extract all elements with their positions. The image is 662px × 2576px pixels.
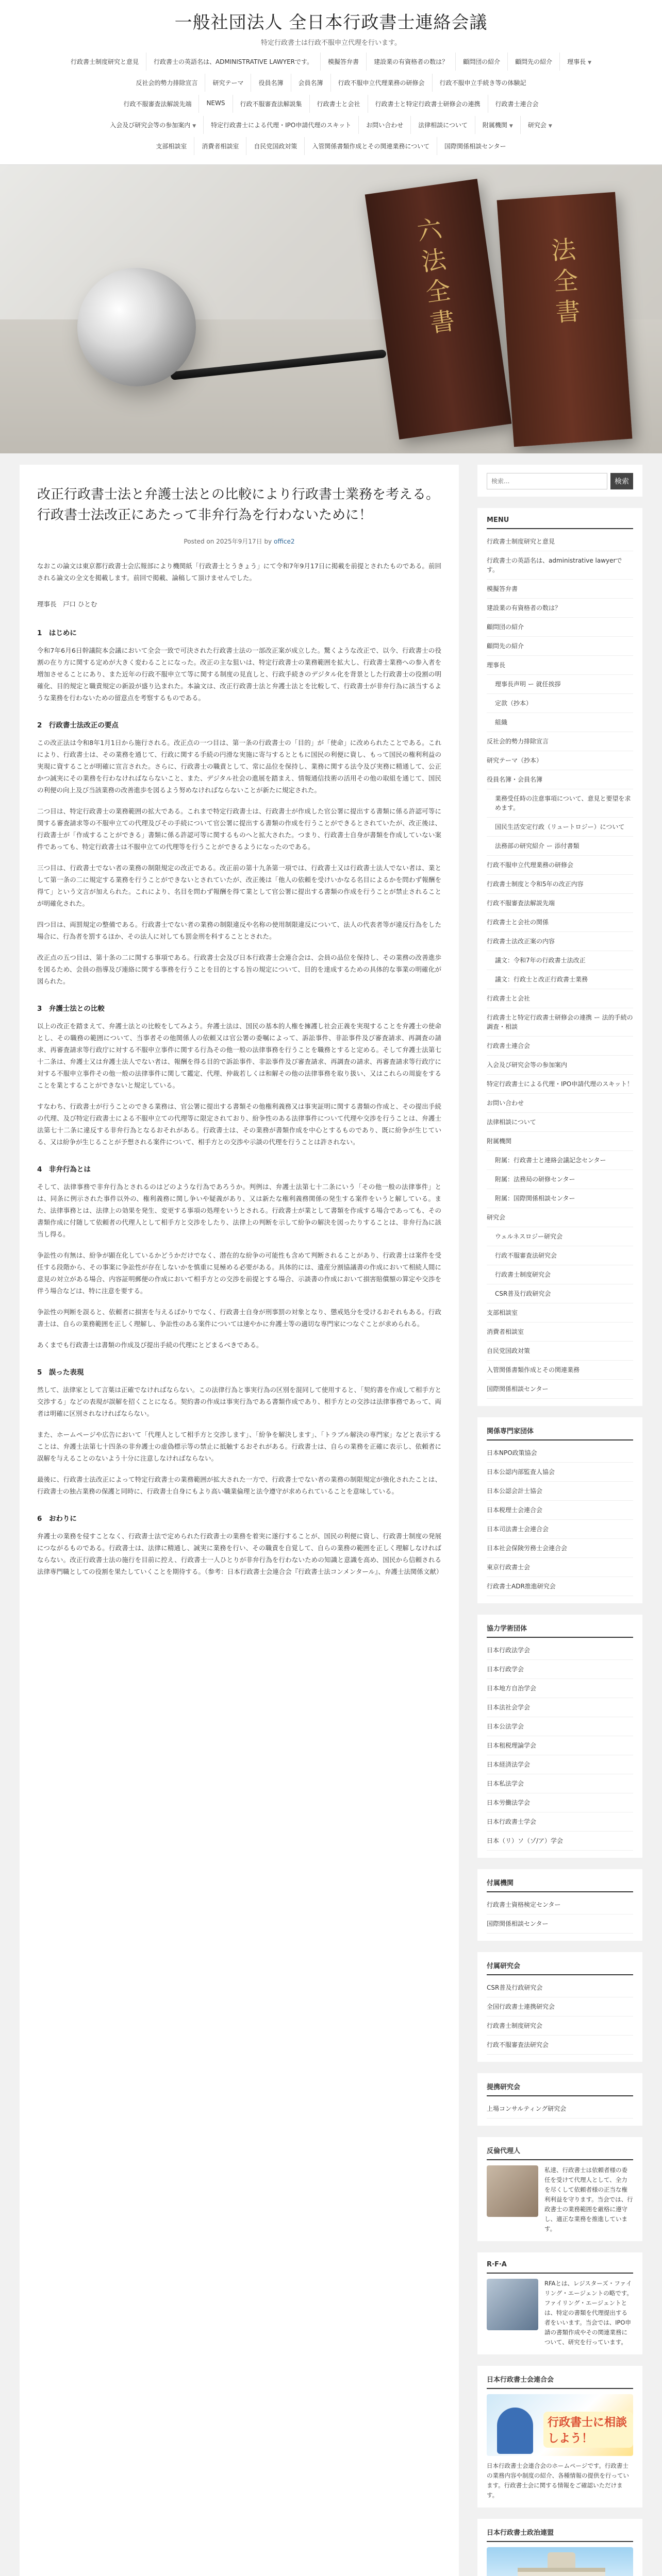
post-intro: なおこの論文は東京都行政書士会広報部により機関紙「行政書士とうきょう」にて令和7年9月17日に掲載を前提とされたものである。前回される論文の全文を掲載します。前回で掲載、論稿して頂けませんでした。	[37, 562, 441, 582]
list-item[interactable]: 日本労働法学会	[487, 1793, 633, 1812]
section-heading: 6 おわりに	[37, 1515, 77, 1523]
nav-item-label: 入管関係書類作成とその関連業務について	[312, 143, 430, 150]
nav-item-label: 行政書士制度研究と意見	[70, 58, 139, 65]
nav-item[interactable]	[437, 137, 514, 155]
post-author-line: 理事長 戸口 ひとむ	[37, 600, 97, 608]
nav-item-label: 行政不服申立手続き等の体験記	[439, 79, 526, 87]
menu-item[interactable]: CSR普及行政研究会	[487, 1284, 633, 1303]
menu-item[interactable]: 行政書士連合会	[487, 1037, 633, 1056]
nav-item[interactable]	[359, 116, 411, 134]
menu-item[interactable]: 法務部の研究紹介 ー 添付書類	[487, 837, 633, 856]
hero-book-right	[497, 192, 633, 447]
menu-item[interactable]: 行政書士の英語名は、administrative lawyerです。	[487, 551, 633, 580]
rep-widget	[477, 2137, 642, 2241]
section-paragraph: そして、法律事務で非弁行為とされるのはどのような行為であろうか。判例は、弁護士法第七十二条にいう「その他一般の法律事件」とは、同条に例示された事件以外の、権利義務に関し争いや疑義があり、又は新たな権利義務関係の発生する案件をいうと解している。また、法律事務とは、法律上の効果を発生、変更する事項の処理をいうとされる。行政書士が業として書類を作成する場合であっても、その書類作成に付随して依頼者の代理人として相手方と交渉をしたり、法律上の判断を示して紛争の解決を図ったりすることは、非弁行為に該当し得る。	[37, 1183, 441, 1238]
nav-item[interactable]	[433, 74, 534, 92]
menu-item[interactable]: お問い合わせ	[487, 1094, 633, 1113]
site-header	[0, 0, 662, 47]
menu-item[interactable]: 行政書士と会社	[487, 989, 633, 1008]
section-heading: 3 弁護士法との比較	[37, 1005, 105, 1013]
menu-item[interactable]: 組織	[487, 713, 633, 732]
section-paragraph: 争訟性の有無は、紛争が顕在化しているかどうかだけでなく、潜在的な紛争の可能性も含めて判断されることがあり、行政書士は案件を受任する段階から、その事案に争訟性が存在しないかを慎重に見極める必要がある。具体的には、遺産分割協議書の作成において相続人間に意見の対立がある場合、内容証明郵便の作成において相手方との交渉を前提とする場合、示談書の作成において損害賠償額の算定や交渉を伴う場合などは、特に注意を要する。	[37, 1251, 441, 1295]
nav-item[interactable]	[321, 53, 367, 71]
list-item[interactable]: 上場コンサルティング研究会	[487, 2099, 633, 2119]
menu-item[interactable]: ウェルネスロジー研究会	[487, 1227, 633, 1246]
list-item[interactable]: 日本税理士会連合会	[487, 1501, 633, 1520]
menu-item[interactable]: 行政書士と特定行政書士研修会の連携 ー 法的手続の調査・相談	[487, 1008, 633, 1037]
menu-item[interactable]: 支部相談室	[487, 1303, 633, 1323]
nav-item-label: 附属機関	[482, 122, 507, 129]
section-paragraph: この改正法は令和8年1月1日から施行される。改正点の一つ目は、第一条の行政書士の「目的」が「使命」に改められたことである。これにより、行政書士は、その業務を通じて、行政に関する手続の円滑な実施に寄与するとともに国民の利便に資し、もって国民の権利利益の実現に資することが明確に宣言された。さらに、行政書士の職責として、常に品位を保持し、業務に関する法令及び実務に精通して、公正かつ誠実にその業務を行わなければならないこと、また、デジタル社会の進展を踏まえ、情報通信技術の活用その他の取組を通じて、国民の利便の向上及び当該業務の改善進歩を図るよう努めなければならないことが新たに規定された。	[37, 739, 441, 794]
main-nav	[0, 41, 662, 165]
banner-building	[518, 2568, 605, 2576]
menu-item[interactable]: 業務受任時の注意事項について、意見と要望を求めます。	[487, 789, 633, 818]
menu-item[interactable]: 附属：行政書士と連絡会議記念センター	[487, 1151, 633, 1170]
nav-item-label: 入会及び研究会等の参加案内	[110, 122, 191, 129]
section-paragraph: すなわち、行政書士が行うことのできる業務は、官公署に提出する書類その他権利義務又は事実証明に関する書類の作成と、その提出手続の代理、及び特定行政書士による不服申立ての代理等に限定されており、紛争性のある法律事件について代理や交渉を行うことは、弁護士法第七十二条に違反する非弁行為となるおそれがある。行政書士は、その業務が書類作成を中心とするものであり、既に紛争が生じている、又は紛争が生じることが予想される案件について、相手方との交渉や示談の代理を行うことは許されない。	[37, 1103, 441, 1146]
cooperating-list	[487, 1641, 633, 1851]
nav-item[interactable]	[148, 137, 194, 155]
list-item[interactable]: 日本行政書士学会	[487, 1812, 633, 1832]
menu-item[interactable]: 附属機関	[487, 1132, 633, 1151]
nav-item-label: 特定行政書士による代理・IPO申請代理のスキット	[211, 122, 352, 129]
nav-item[interactable]	[199, 95, 233, 113]
nav-item-label: 研究テーマ	[212, 79, 244, 87]
nav-item[interactable]	[116, 95, 199, 113]
menu-item[interactable]: 行政不服審査法解説先端	[487, 894, 633, 913]
related-widget	[477, 1417, 642, 1603]
menu-item[interactable]: 模擬答弁書	[487, 580, 633, 599]
menu-item[interactable]: 行政不服申立代理業務の研修会	[487, 856, 633, 875]
search-input[interactable]	[487, 473, 607, 489]
search-box	[487, 473, 633, 489]
nav-item-label: 行政不服審査法解説集	[240, 100, 302, 108]
nav-item-label: 顧問団の紹介	[463, 58, 501, 65]
nav-item-label: 模擬答弁書	[328, 58, 359, 65]
banner2-widget	[477, 2519, 642, 2576]
list-item[interactable]: 全国行政書士連携研究会	[487, 1997, 633, 2016]
menu-item[interactable]: 入管関係書類作成とその関連業務	[487, 1361, 633, 1380]
list-item[interactable]: CSR普及行政研究会	[487, 1978, 633, 1997]
section-paragraph: また、ホームページや広告において「代理人として相手方と交渉します」、「紛争を解決します」、「トラブル解決の専門家」などと表示することは、弁護士法第七十四条の非弁護士の虚偽標示等の禁止に抵触するおそれがある。行政書士は、自らの業務を正確に表示し、依頼者に誤解を与えることのないよう十分に注意しなければならない。	[37, 1431, 441, 1462]
liaison-widget	[477, 2073, 642, 2126]
menu-item[interactable]: 自民党国政対策	[487, 1342, 633, 1361]
nav-item-label: 建設業の有資格者の数は？	[374, 58, 449, 65]
nav-item-label: 行政書士と会社	[317, 100, 360, 108]
list-item[interactable]: 行政書士資格検定センター	[487, 1895, 633, 1914]
section-paragraph: 以上の改正を踏まえて、弁護士法との比較をしてみよう。弁護士法は、国民の基本的人権を擁護し社会正義を実現することを弁護士の使命とし、その職務の範囲について、当事者その他関係人の依頼又は官公署の委嘱によって、訴訟事件、非訟事件及び審査請求、再調査の請求、再審査請求等行政庁に対する不服申立事件に関する行為その他一般の法律事務を行うことを職務とすると定める。そして弁護士法第七十二条は、弁護士又は弁護士法人でない者は、報酬を得る目的で訴訟事件、非訟事件及び審査請求、再調査の請求、再審査請求等行政庁に対する不服申立事件その他一般の法律事件に関して鑑定、代理、仲裁若しくは和解その他の法律事務を取り扱い、又はこれらの周旋をすることを業とすることができないと規定している。	[37, 1022, 441, 1089]
related-list	[487, 1444, 633, 1596]
banner-figure	[497, 2408, 533, 2454]
post-meta-prefix: Posted on	[184, 538, 214, 545]
list-item[interactable]: 日本公法学会	[487, 1717, 633, 1736]
nav-item[interactable]	[251, 74, 291, 92]
nav-item-label: 自民党国政対策	[254, 143, 297, 150]
section-heading: 4 非弁行為とは	[37, 1165, 91, 1174]
menu-item[interactable]: 法律相談について	[487, 1113, 633, 1132]
rep-photo	[487, 2165, 538, 2217]
rfa-photo	[487, 2279, 538, 2330]
nav-item[interactable]	[194, 137, 246, 155]
chevron-down-icon: ▼	[548, 124, 552, 129]
site-description: 特定行政書士は行政不服申立代理を行います。	[261, 39, 401, 47]
section-paragraph: 改正点の五つ目は、第十条の二に関する事項である。行政書士会及び日本行政書士会連合会は、会員の品位を保持し、その業務の改善進歩を図るため、会員の指導及び連絡に関する事務を行うことを目的とする旨の規定について、目的を達成するための具体的な事業の明確化が図られた。	[37, 954, 441, 985]
chevron-down-icon: ▼	[192, 124, 196, 129]
nav-item-label: 反社会的勢力排除宣言	[136, 79, 198, 87]
nav-item[interactable]	[205, 74, 251, 92]
gyoseishoshi-banner[interactable]	[487, 2394, 633, 2456]
list-item[interactable]: 日本公認内部監査人協会	[487, 1463, 633, 1482]
section-heading: 1 はじめに	[37, 629, 77, 637]
nav-item[interactable]	[367, 53, 456, 71]
section-paragraph: あくまでも行政書士は書類の作成及び提出手続の代理にとどまるべきである。	[37, 1341, 263, 1349]
nav-item[interactable]	[305, 137, 437, 155]
section-paragraph: 三つ目は、行政書士でない者の業務の制限規定の改正である。改正前の第十九条第一項では、行政書士又は行政書士法人でない者は、業として第一条の二に規定する業務を行うことができないとされていたが、改正後は「他人の依頼を受けいかなる名目によるかを問わず報酬を得て」という文言が加えられた。これにより、名目を問わず報酬を得て業として官公署に提出する書類の作成を行うことが禁止されることが明確化された。	[37, 864, 441, 907]
nav-item-label: 消費者相談室	[202, 143, 239, 150]
nav-item-label: 行政書士と特定行政書士研修会の連携	[375, 100, 481, 108]
banner1-widget	[477, 2366, 642, 2507]
banner1-widget-title: 日本行政書士会連合会	[487, 2374, 633, 2389]
list-item[interactable]: 行政書士ADR推進研究会	[487, 1577, 633, 1596]
nav-item[interactable]	[411, 116, 475, 134]
cooperating-widget	[477, 1615, 642, 1858]
section-paragraph: 令和7年6月6日幹議院本会議において全会一致で可決された行政書士法の一部改正案が成立した。驚くような改正で、以今、行政書士の役割の在り方に関する定めが大きく変わることになった。改正の主な狙いは、特定行政書士の業務範囲を拡大し、行政書士業務への参入者を増加させることにあり、また近年の行政不服申立て等に関する制度の見直しと、行政手続きのデジタル化を背景とした行政書士の役割の明確化、目的規定と職責規定の新設が盛り込まれた。本論文は、改正行政書士法と弁護士法とを比較して、行政書士が非弁行為に該当するような業務を行わないための留意点を考察するものである。	[37, 647, 441, 702]
nav-item-label: 顧問先の紹介	[515, 58, 553, 65]
nav-item[interactable]	[291, 74, 331, 92]
menu-item[interactable]: 行政書士制度研究会	[487, 1265, 633, 1284]
list-item[interactable]: 日本社会保険労務士会連合会	[487, 1539, 633, 1558]
post-title: 改正行政書士法と弁護士法との比較により行政書士業務を考える。 行政書士法改正にあたって非弁行為を行わないために！	[37, 487, 440, 523]
menu-item[interactable]: 行政書士制度と令和5年の改正内容	[487, 875, 633, 894]
menu-item[interactable]: 反社会的勢力排除宣言	[487, 732, 633, 751]
rfa-widget	[477, 2252, 642, 2354]
nav-item-label: NEWS	[206, 99, 225, 107]
section-heading: 2 行政書士法改正の要点	[37, 721, 119, 730]
nav-item[interactable]	[146, 53, 321, 71]
section-paragraph: 四つ目は、両罰規定の整備である。行政書士でない者の業務の制限違反や名称の使用制限違反について、法人の代表者等が違反行為をした場合に、行為者を罰するほか、その法人に対しても罰金刑を科することとされた。	[37, 921, 441, 940]
post-meta	[37, 537, 441, 546]
nav-item-label: 支部相談室	[156, 143, 187, 150]
diet-building-banner[interactable]	[487, 2547, 633, 2576]
list-item[interactable]: 国際関係相談センター	[487, 1914, 633, 1934]
section-paragraph: 最後に、行政書士法改正によって特定行政書士の業務範囲が拡大された一方で、行政書士でない者の業務の制限規定が強化されたことは、行政書士の独占業務の保護と同時に、行政書士自身にもより高い職業倫理と法令遵守が求められていることを意味している。	[37, 1476, 441, 1495]
rep-widget-title: 反倫代理人	[487, 2145, 633, 2160]
menu-widget	[477, 508, 642, 1406]
search-button[interactable]: 検索	[610, 473, 633, 489]
sidebar	[477, 465, 642, 2576]
nav-item[interactable]	[560, 53, 599, 71]
nav-item-label: 行政不服審査法解説先端	[123, 100, 192, 108]
menu-item[interactable]: 顧問先の紹介	[487, 637, 633, 656]
section-paragraph: 二つ目は、特定行政書士の業務範囲の拡大である。これまで特定行政書士は、行政書士が作成した官公署に提出する書類に係る許認可等に関する審査請求等の不服申立ての代理及びその手続について官公署に提出する書類の作成を行うことができるとされていたが、改正後は、行政書士が「作成することができる」書類に係る許認可等に関するものへと拡大された。つまり、行政書士自身が書類を作成していない案件であっても、特定行政書士は不服申立ての代理等を行うことができるようになったのである。	[37, 807, 441, 851]
nav-item-label: 研究会	[527, 122, 547, 129]
post-meta-by: by	[264, 538, 272, 545]
menu-widget-title: MENU	[487, 516, 633, 529]
chevron-down-icon: ▼	[588, 60, 592, 65]
section-heading: 5 誤った表現	[37, 1368, 84, 1377]
menu-item[interactable]: 国際関係相談センター	[487, 1380, 633, 1399]
menu-item[interactable]: 建設業の有資格者の数は？	[487, 599, 633, 618]
nav-row	[21, 95, 641, 113]
nav-item[interactable]	[331, 74, 433, 92]
menu-item[interactable]: 行政書士制度研究と意見	[487, 532, 633, 551]
post-sections	[37, 627, 441, 1578]
list-item[interactable]: 行政書士制度研究会	[487, 2016, 633, 2036]
liaison-widget-title: 提携研究会	[487, 2081, 633, 2096]
nav-item[interactable]	[475, 116, 521, 134]
book-label: 法全書	[545, 236, 582, 331]
section-paragraph: 弁護士の業務を侵すことなく、行政書士法で定められた行政書士の業務を着実に遂行することが、国民の利便に資し、行政書士制度の発展につながるものである。行政書士は、法律に精通し、誠実に業務を行い、その職責を自覚して、自らの業務の範囲を正しく理解しなければならない。改正行政書士法の施行を目前に控え、行政書士一人ひとりが非弁行為を行わないための知識と意識を高め、国民から信頼される法律専門職としての役割を果たしていくことを期待する。（参考：日本行政書士会連合会『行政書士法コンメンタール』、弁護士法関係文献）	[37, 1532, 443, 1575]
book-label: 六法全書	[411, 215, 457, 342]
menu-list	[487, 532, 633, 1399]
nav-item[interactable]	[246, 137, 305, 155]
nav-item[interactable]	[521, 116, 559, 134]
menu-item[interactable]: 研究テーマ（抄本）	[487, 751, 633, 770]
nav-row	[21, 137, 641, 155]
menu-item[interactable]: 顧問団の紹介	[487, 618, 633, 637]
nav-item-label: 行政書士の英語名は、ADMINISTRATIVE LAWYERです。	[153, 58, 313, 65]
research-group-widget-title: 付属研究会	[487, 1960, 633, 1975]
menu-item[interactable]: 附属：国際関係相談センター	[487, 1189, 633, 1208]
list-item[interactable]: 日本行政法学会	[487, 1641, 633, 1660]
menu-item[interactable]: 定款（抄本）	[487, 694, 633, 713]
content-layout	[0, 453, 662, 2576]
banner2-widget-title: 日本行政書士政治連盟	[487, 2527, 633, 2542]
nav-item-label: 行政不服申立代理業務の研修会	[338, 79, 425, 87]
search-widget	[477, 465, 642, 497]
nav-item[interactable]	[488, 95, 546, 113]
list-item[interactable]: 東京行政書士会	[487, 1558, 633, 1577]
menu-item[interactable]: 国民生活安定行政（リュートロジー）について	[487, 818, 633, 837]
list-item[interactable]: 日本公認会計士協会	[487, 1482, 633, 1501]
menu-item[interactable]: 入会及び研究会等の参加案内	[487, 1056, 633, 1075]
nav-item-label: 法律相談について	[418, 122, 468, 129]
section-paragraph: 然して、法律家として言葉は正確でなければならない。この法律行為と事実行為の区別を混同して使用すると、「契約書を作成して相手方と交渉する」などの表現が誤解を招くことになる。契約書の作成は事実行為である書類作成であり、相手方との交渉は法律事務であって、両者は明確に区別されなければならない。	[37, 1386, 441, 1417]
banner-text: 行政書士に相談しよう！	[543, 2412, 633, 2448]
section-paragraph: 争訟性の判断を誤ると、依頼者に損害を与えるばかりでなく、行政書士自身が刑事罰の対象となり、懲戒処分を受けるおそれもある。行政書士は、自らの業務範囲を正しく理解し、争訟性のある案件については速やかに弁護士等の適切な専門家につなぐことが求められる。	[37, 1308, 441, 1328]
nav-item[interactable]	[310, 95, 368, 113]
rep-text: 私達、行政書士は依頼者様の委任を受けて代理人として、全力を尽くして依頼者様の正当な権利利益を守ります。当会では、行政書士の業務範囲を厳格に遵守し、適正な業務を推進しています。	[544, 2166, 633, 2232]
nav-item-label: 会員名簿	[298, 79, 323, 87]
nav-item-label: 理事長	[567, 58, 586, 65]
research-group-widget	[477, 1952, 642, 2062]
post-date[interactable]: 2025年9月17日	[216, 538, 262, 545]
menu-item[interactable]: 役員名簿・会員名簿	[487, 770, 633, 789]
menu-item[interactable]: 議文：令和7年の行政書士法改正	[487, 951, 633, 970]
banner1-caption: 日本行政書士会連合会のホームページです。行政書士の業務内容や制度の紹介、各種情報の提供を行っています。行政書士会に関する情報をご確認いただけます。	[487, 2462, 629, 2499]
nav-item[interactable]	[508, 53, 560, 71]
main-article	[20, 465, 459, 2576]
list-item[interactable]: 日本司法書士会連合会	[487, 1520, 633, 1539]
list-item[interactable]: 日本経済法学会	[487, 1755, 633, 1774]
affiliated-widget	[477, 1869, 642, 1941]
post-author[interactable]: office2	[273, 538, 295, 545]
list-item[interactable]: 日本行政学会	[487, 1660, 633, 1679]
related-widget-title: 関係専門家団体	[487, 1426, 633, 1440]
rfa-profile	[487, 2279, 633, 2347]
nav-item-label: 役員名簿	[258, 79, 284, 87]
list-item[interactable]: 日本租税理論学会	[487, 1736, 633, 1755]
list-item[interactable]: 日本法社会学会	[487, 1698, 633, 1717]
list-item[interactable]: 日本（リ）ソ（ゾ/ア）学会	[487, 1832, 633, 1851]
nav-item-label: 行政書士連合会	[495, 100, 539, 108]
list-item[interactable]: 行政不服審査法研究会	[487, 2036, 633, 2055]
nav-item[interactable]	[63, 53, 146, 71]
nav-item[interactable]	[128, 74, 205, 92]
list-item[interactable]: 日本地方自治学会	[487, 1679, 633, 1698]
affiliated-list	[487, 1895, 633, 1934]
research-group-list	[487, 1978, 633, 2055]
site-title[interactable]: 一般社団法人 全日本行政書士連絡会議	[174, 12, 488, 33]
list-item[interactable]: 日本私法学会	[487, 1774, 633, 1793]
nav-item[interactable]	[456, 53, 508, 71]
liaison-list	[487, 2099, 633, 2119]
menu-item[interactable]: 研究会	[487, 1208, 633, 1227]
hero-image	[0, 165, 662, 453]
menu-item[interactable]: 消費者相談室	[487, 1323, 633, 1342]
menu-item[interactable]: 理事長	[487, 656, 633, 675]
menu-item[interactable]: 議文：行政士と改正行政書士業務	[487, 970, 633, 989]
rfa-text: RFAとは、レジスターズ・ファイリング・エージェントの略です。ファイリング・エージェントとは、特定の書類を代理提出する者をいいます。当会では、IPO申請の書類作成やその関連業務について、研究を行っています。	[544, 2280, 633, 2346]
rep-profile	[487, 2165, 633, 2234]
list-item[interactable]: 日本NPO政策協会	[487, 1444, 633, 1463]
nav-row	[21, 116, 641, 134]
hero-globe	[77, 268, 196, 386]
rfa-widget-title: R·F·A	[487, 2261, 633, 2274]
nav-item[interactable]	[233, 95, 310, 113]
menu-item[interactable]: 特定行政書士による代理・IPO申請代理のスキット！	[487, 1075, 633, 1094]
nav-item[interactable]	[368, 95, 488, 113]
menu-item[interactable]: 理事長声明 ー 就任挨拶	[487, 675, 633, 694]
cooperating-widget-title: 協力学術団体	[487, 1623, 633, 1638]
nav-row	[21, 53, 641, 71]
chevron-down-icon: ▼	[509, 124, 513, 129]
nav-item-label: お問い合わせ	[366, 122, 404, 129]
nav-row	[21, 74, 641, 92]
menu-item[interactable]: 行政書士と会社の関係	[487, 913, 633, 932]
nav-item-label: 国際関係相談センター	[444, 143, 506, 150]
nav-item[interactable]	[204, 116, 359, 134]
nav-item[interactable]	[103, 116, 204, 134]
menu-item[interactable]: 附属：法務局の研修センター	[487, 1170, 633, 1189]
menu-item[interactable]: 行政不服審査法研究会	[487, 1246, 633, 1265]
affiliated-widget-title: 付属機関	[487, 1877, 633, 1892]
menu-item[interactable]: 行政書士法改正案の内容	[487, 932, 633, 951]
